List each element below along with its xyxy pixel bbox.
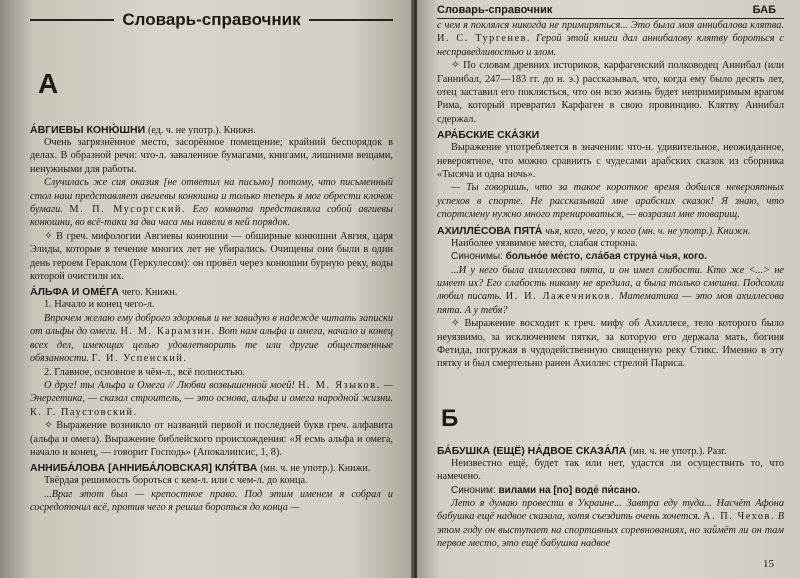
right-page	[417, 0, 800, 578]
section-letter-a: А	[38, 68, 59, 99]
quotation: — Ты говоришь, что за такое короткое время добился невероятных успехов в спорте. Не рассказывай мне арабских сказок! Я знаю, что спортсмену нужно много тренироваться, — возразил мне товарищ.	[437, 182, 784, 221]
quote-author: К. Г. Паустовский.	[30, 406, 138, 418]
header-guide-word: БАБ	[752, 4, 776, 16]
headword: А́ЛЬФА И ОМЕ́ГА	[30, 286, 119, 299]
entry-headword	[437, 129, 784, 141]
etymology-note: ✧ Выражение возникло от названий первой и последней букв греч. алфавита (альфа и омега). Выражение библейского происхождения: «Я есмь альфа и омега, начало и конец, — говорит Господь» (Апокалипсис, 1, 8).	[30, 420, 393, 458]
section-letter-b: Б	[441, 404, 459, 432]
sense-2: 2. Главное, основное в чём-л., всё полностью.	[44, 366, 246, 378]
entry-headword	[30, 124, 393, 136]
grammar-note: (мн. ч. не употр.). Книжн.	[260, 463, 371, 475]
quotation: Случилась же сия оказия [не ответил на письмо] потому, что письменный стол наш представляет авгиевы конюшни и только теперь я мог обрести клочок бумаги. М. П. Мусоргский. Его комната представляла собой авгиевы конюшни, во всё-таки за два часа мы навели в ней порядок.	[30, 177, 393, 229]
page-number: 15	[763, 558, 774, 570]
quotation: ...Враг этот был — крепостное право. Под этим именем я собрал и сосредоточил всё, против чего я решил бороться до конца —	[30, 488, 393, 514]
synonyms: Синонимы: больно́е ме́сто, сла́бая струна́ чья, кого.	[451, 251, 708, 263]
quotation: Впрочем желаю ему доброго здоровья и не завидую в надежде читать записки от альфы до омеги. Н. М. Карамзин. Вот нам альфа и омега, начало и конец всех дел, имеющих целью удовлетворить те или другие общественные обязанности. Г. И. Успенский.	[30, 312, 393, 365]
grammar-note: (ед. ч. не употр.). Книжн.	[148, 125, 256, 136]
quote-author: Г. И. Успенский.	[91, 353, 188, 365]
headword: А́ВГИЕВЫ КОНЮ́ШНИ	[30, 124, 146, 136]
quote-author: И. С. Тургенев.	[437, 33, 532, 45]
right-running-header	[437, 4, 784, 19]
grammar-note: (мн. ч. не употр.). Разг.	[629, 445, 727, 457]
header-rule	[30, 19, 114, 21]
headword: БА́БУШКА (ЕЩЁ) НА́ДВОЕ СКАЗА́ЛА	[437, 444, 627, 457]
quote-author: И. И. Лажечников.	[505, 291, 616, 303]
etymology-note: ✧ По словам древних историков, карфагенский полководец Аннибал (или Ганнибал, 247—183 гг. до н. э.) рассказывал, что, когда ему было десять лет, отец заставил его поклясться, что он всю жизнь будет непримиримым врагом Рима, который превратил Карфаген в свою провинцию. Клятву Аннибал сдержал.	[437, 60, 784, 125]
entry-headword	[30, 462, 393, 474]
quotation: ...И у него была ахиллесова пята, и он имел слабости. Кто же <...> не имеет их? Его слабость никому не вредила, а была только смешна. Подсохли любил писать. И. И. Лажечников. Математика — это моя ахиллесова пята. А у тебя?	[437, 264, 785, 316]
quote-author: Н. М. Карамзин.	[120, 326, 216, 338]
quote-author: Н. М. Языков.	[298, 379, 381, 391]
left-header-title: Словарь-справочник	[122, 10, 301, 29]
quotation: Лето я думаю провести в Украине... Завтра еду туда... Насчёт Афона бабушка ещё надвое сказала, хотя съездить очень хочется. А. П. Чехов. В этом году он выступает на спортивных соревнованиях, но займёт ли он там первое место, это ещё бабушка надвое	[437, 497, 785, 550]
grammar-note: чего. Книжн.	[121, 287, 178, 299]
grammar-note: чья, кого, чего, у кого (мн. ч. не употр.). Книжн.	[545, 225, 751, 237]
etymology-note: ✧ В греч. мифологии Авгиевы конюшни — обширные конюшни Авгия, царя Элиды, которые в течение многих лет не убирались. Очищены они были в один день героем Гераклом (Геркулесом): он провёл через конюшни бурную реку, воды которой очистили их.	[30, 230, 393, 283]
quotation: О друг! ты Альфа и Омега // Любви возвышенной моей! Н. М. Языков. — Энергетика, — сказал строитель, — это основа, альфа и омега народной жизни. К. Г. Паустовский.	[30, 379, 393, 418]
left-running-header	[30, 10, 393, 30]
sense-1: 1. Начало и конец чего-л.	[44, 299, 155, 311]
headword: АННИБА́ЛОВА [АННИБА́ЛОВСКАЯ] КЛЯ́ТВА	[30, 462, 258, 475]
definition: Наиболее уязвимое место, слабая сторона.	[451, 237, 638, 249]
quote-author: А. П. Чехов.	[703, 511, 775, 523]
quotation: с чем я поклялся никогда не примиряться... Это была моя аннибалова клятва. И. С. Тургенев. Герой этой книги дал аннибалову клятву бороться с несправедливостью и злом.	[437, 20, 784, 58]
entry-headword	[437, 225, 784, 237]
headword: АРА́БСКИЕ СКА́ЗКИ	[437, 129, 540, 142]
right-header-title: Словарь-справочник	[437, 4, 553, 16]
definition: Неизвестно ещё, будет так или нет, удастся ли осуществить то, что намечено.	[437, 457, 784, 483]
entry-headword	[30, 286, 393, 298]
definition: Выражение употребляется в значении: что-н. удивительное, неожиданное, невероятное, что можно сравнить с чудесами арабских сказок из сборника «Тысяча и одна ночь».	[437, 142, 784, 181]
headword: АХИЛЛЕ́СОВА ПЯТА́	[437, 224, 543, 237]
quote-author: М. П. Мусоргский.	[69, 204, 187, 216]
definition: Очень загрязнённое место, засорённое помещение; крайний беспорядок в делах. В образной речи: что-л. заваленное бумагами, книгами, лишними вещами, ненужными для работы.	[30, 137, 393, 175]
entry-headword	[437, 445, 784, 457]
synonyms: Синоним: вилами на [по] воде́ пи́сано.	[451, 484, 640, 496]
definition: Твёрдая решимость бороться с кем-л. или с чем-л. до конца.	[44, 475, 308, 487]
header-rule	[309, 19, 393, 21]
etymology-note: ✧ Выражение восходит к греч. мифу об Ахиллесе, тело которого было неуязвимо, за исключением пятки, за которую его держала мать, богиня Фетида, погружая в чудодейственную священную реку Стикс. Именно в эту пятку и был смертельно ранен Ахиллес стрелой Париса.	[437, 318, 784, 370]
